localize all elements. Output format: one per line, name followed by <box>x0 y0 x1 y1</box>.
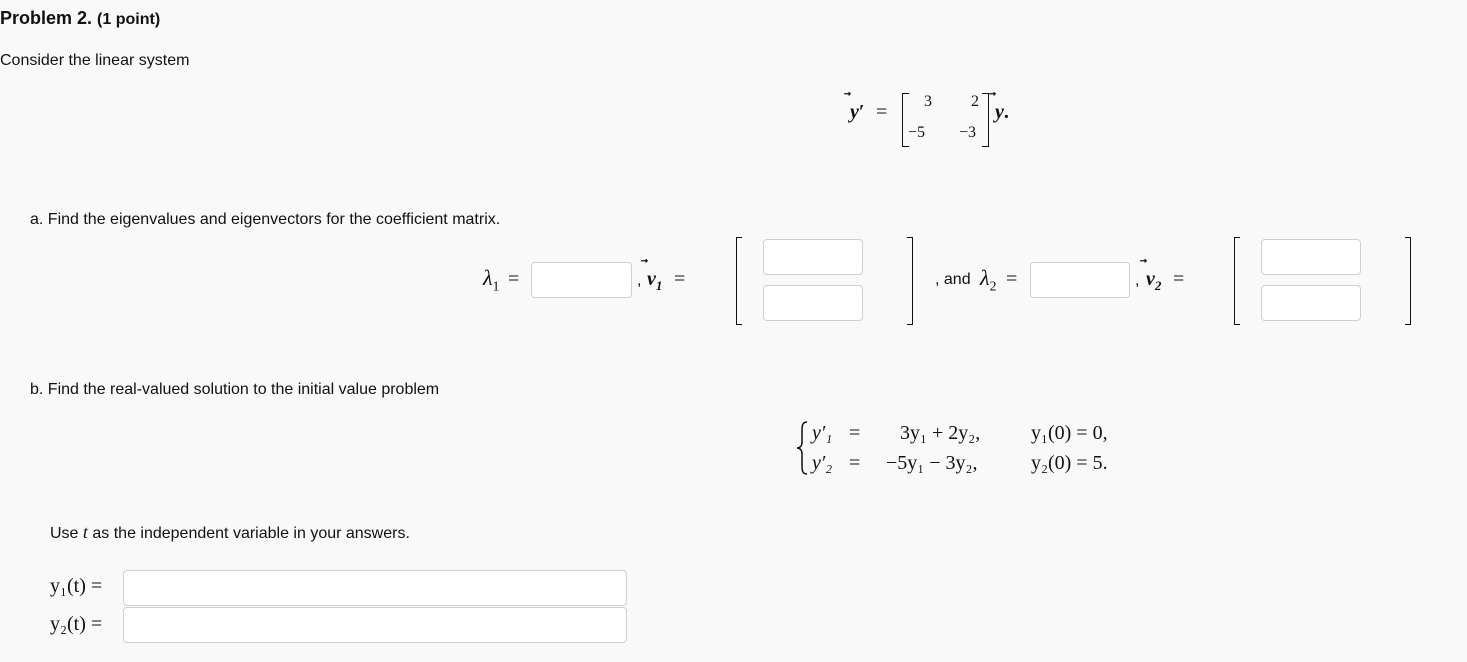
ode-2-rhs: −5y₁ − 3y₂, <box>886 452 978 474</box>
ode-1-equals: = <box>849 422 861 444</box>
instruction-text: Use t as the independent variable in your answers. <box>50 522 410 542</box>
v2-left-bracket <box>1234 237 1240 325</box>
and-text: , and <box>935 271 971 288</box>
equals-sign: = <box>876 101 888 123</box>
left-brace-icon <box>795 420 809 476</box>
v1-equals: = <box>674 268 686 290</box>
ode-system <box>795 418 1135 482</box>
v1-top-input[interactable] <box>763 239 863 275</box>
matrix-cell-22: −3 <box>959 124 977 141</box>
comma-separator: , <box>637 272 642 289</box>
part-a-label: a. Find the eigenvalues and eigenvectors for the coefficient matrix. <box>30 211 501 228</box>
matrix-right-bracket <box>982 93 989 147</box>
ic-2: y₂(0) = 5. <box>1031 452 1108 474</box>
v2-equals: = <box>1173 268 1185 290</box>
y-vector-lhs: y′ <box>850 101 865 123</box>
ode-2-lhs: y′₂ <box>812 452 833 474</box>
y2-label: y₂(t) = <box>50 613 103 635</box>
v2-bottom-input[interactable] <box>1261 285 1361 321</box>
v2-top-input[interactable] <box>1261 239 1361 275</box>
y1-label: y₁(t) = <box>50 575 103 597</box>
lambda1-label: $\lambda_1$ <box>483 265 500 295</box>
matrix-cell-12: 2 <box>971 93 979 110</box>
problem-intro: Consider the linear system <box>0 52 190 69</box>
lambda2-input[interactable] <box>1030 262 1130 298</box>
ode-1-rhs: 3y₁ + 2y₂, <box>900 422 981 444</box>
matrix-cell-21: −5 <box>908 124 926 141</box>
y-vector-rhs: y. <box>995 101 1009 123</box>
problem-title <box>0 8 160 29</box>
comma-separator-2: , <box>1135 272 1140 289</box>
problem-number: Problem 2. <box>0 8 93 28</box>
lambda2-label: $\lambda_2$ <box>980 265 997 295</box>
v1-bottom-input[interactable] <box>763 285 863 321</box>
problem-points: (1 point) <box>97 11 161 28</box>
y1-input[interactable] <box>123 570 627 606</box>
lambda1-equals: = <box>508 268 520 290</box>
v1-left-bracket <box>736 237 742 325</box>
v1-right-bracket <box>907 237 913 325</box>
v1-label: $v_1$ <box>647 268 663 293</box>
y2-input[interactable] <box>123 607 627 643</box>
v2-right-bracket <box>1405 237 1411 325</box>
v2-label: $v_2$ <box>1146 268 1162 293</box>
matrix-cell-11: 3 <box>924 93 932 110</box>
ode-2-equals: = <box>849 452 861 474</box>
ode-1-lhs: y′₁ <box>812 422 833 444</box>
part-b-label: b. Find the real-valued solution to the initial value problem <box>30 381 440 398</box>
lambda2-equals: = <box>1006 268 1018 290</box>
matrix-equation <box>840 88 1030 148</box>
lambda1-input[interactable] <box>531 262 632 298</box>
ic-1: y₁(0) = 0, <box>1031 422 1108 444</box>
